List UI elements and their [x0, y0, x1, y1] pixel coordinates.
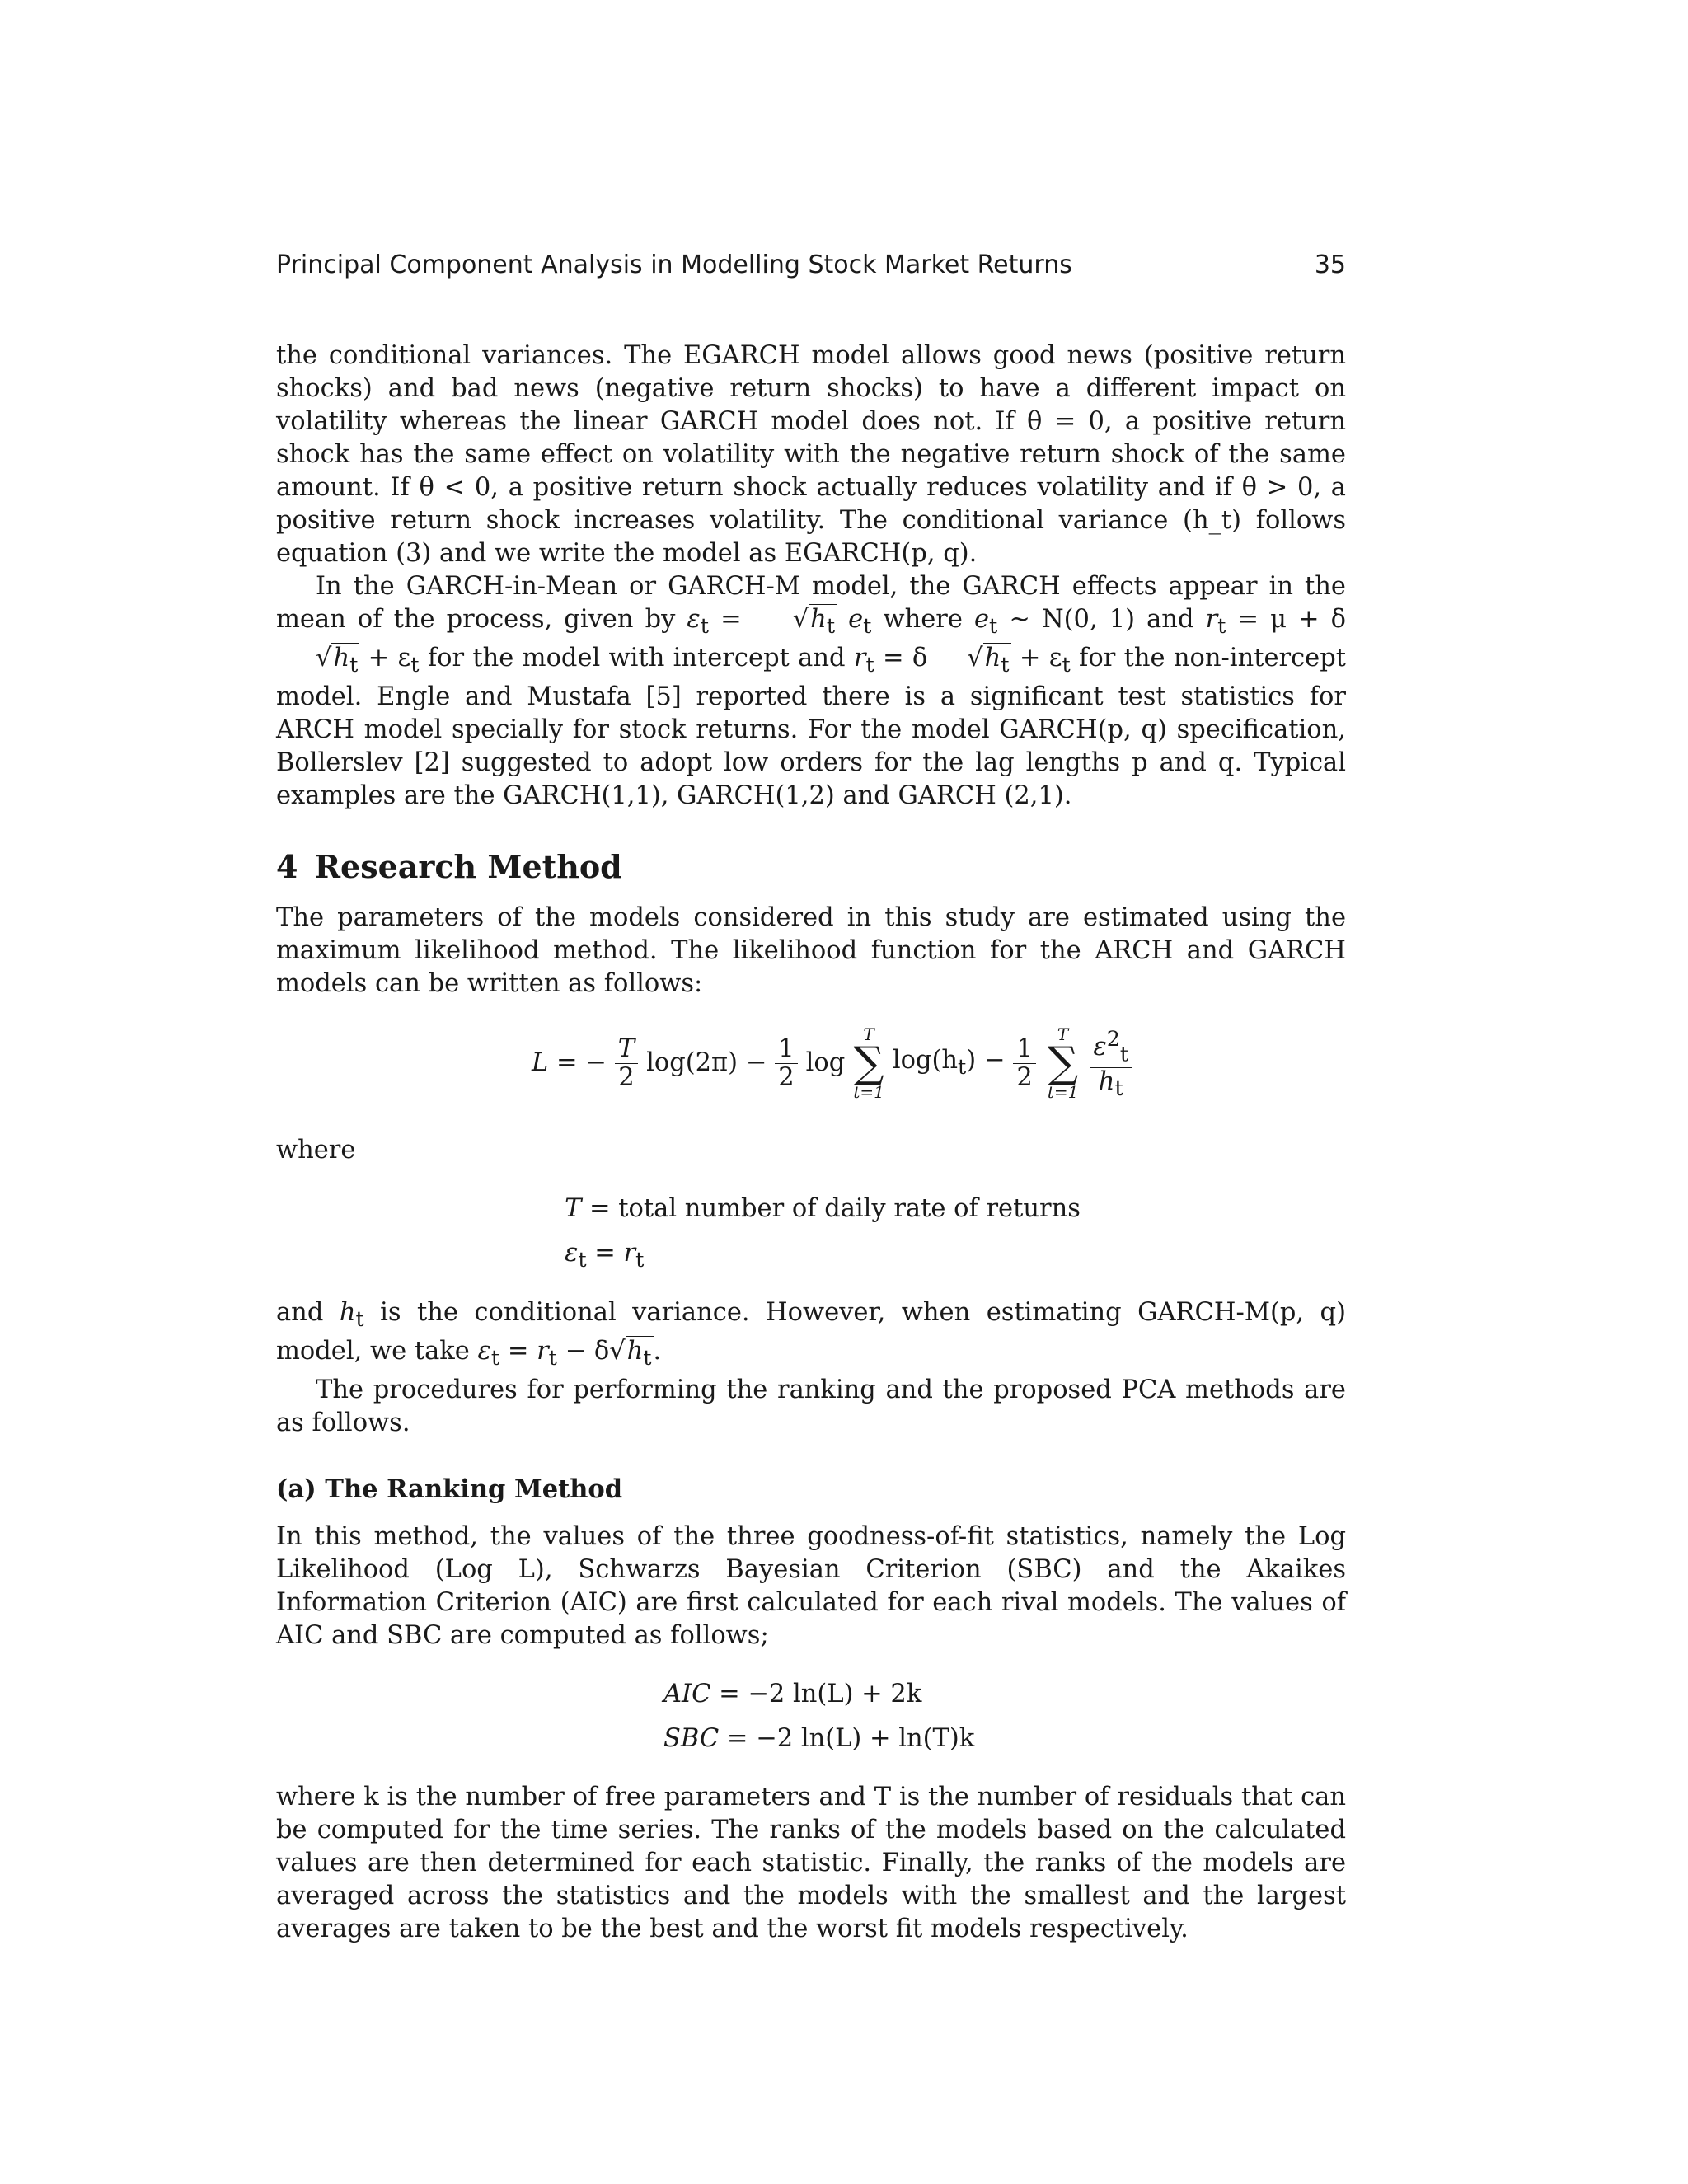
paragraph-conditional-variance: and $h_t$ is the conditional variance. However, when estimating GARCH-M(p, q) model, we take $\varepsilon_t = r_t - \delta√h_t$.	[276, 1296, 1346, 1374]
section-heading-research-method: 4 Research Method	[276, 848, 622, 886]
summation-symbol: T ∑ t=1	[853, 1024, 884, 1103]
sqrt-symbol: $√h_t$	[316, 644, 359, 677]
definition-T: T = total number of daily rate of returns	[565, 1194, 1081, 1224]
running-title: Principal Component Analysis in Modelling Stock Market Returns	[276, 251, 1072, 279]
paragraph-procedures: The procedures for performing the ranking and the proposed PCA methods are as follows.	[276, 1376, 1346, 1438]
running-header	[276, 247, 1346, 284]
paragraph-likelihood-intro: The parameters of the models considered in this study are estimated using the maximum likelihood method. The likelihood function for the ARCH and GARCH models can be written as follows:	[276, 903, 1346, 999]
sqrt-symbol: $√h_t$	[609, 1337, 652, 1371]
definitions-block	[276, 1187, 1346, 1282]
paragraph-ranks: where k is the number of free parameters and T is the number of residuals that can be computed for the time series. The ranks of the models based on the calculated values are then determined for each statistic. Finally, the ranks of the models are averaged across the statistics and the models with the smallest and the largest averages are taken to be the best and the worst fit models respectively.	[276, 1783, 1346, 1944]
fraction: $\frac{\varepsilon^2_t}{h_t}$	[1090, 1024, 1132, 1102]
fraction: $\frac{1}{2}$	[1013, 1035, 1035, 1092]
aic-equation: AIC = −2 ln(L) + 2k	[663, 1680, 922, 1709]
sbc-equation: SBC = −2 ln(L) + ln(T)k	[663, 1724, 975, 1754]
paragraph-ranking: In this method, the values of the three goodness-of-fit statistics, namely the Log Likelihood (Log L), Schwarzs Bayesian Criterion (SBC) and the Akaikes Information Criterion (AIC) are first calculated for each rival models. The values of AIC and SBC are computed as follows;	[276, 1522, 1346, 1651]
paragraph-egarch: the conditional variances. The EGARCH model allows good news (positive return shocks) and bad news (negative return shocks) to have a different impact on volatility whereas the linear GARCH model does not. If θ = 0, a positive return shock has the same effect on volatility with the negative return shock of the same amount. If θ < 0, a positive return shock actually reduces volatility and if θ > 0, a positive return shock increases volatility. The conditional variance (h_t) follows equation (3) and we write the model as EGARCH(p, q).	[276, 341, 1346, 568]
definition-epsilon: $\varepsilon_t = r_t$	[565, 1239, 645, 1272]
fraction: $\frac{T}{2}$	[615, 1035, 638, 1092]
sqrt-symbol: $√h_t$	[967, 644, 1010, 677]
page-body	[276, 340, 1346, 1946]
sqrt-symbol: $√h_t$	[792, 605, 836, 639]
fraction: $\frac{1}{2}$	[775, 1035, 797, 1092]
paragraph-garch-m: In the GARCH-in-Mean or GARCH-M model, the GARCH effects appear in the mean of the process, given by $\varepsilon_t = √h_t$ $e_t$ where $e_t$ ∼ N(0, 1) and $r_t = \mu + \delta√h_t + \varepsilon_t$ for the model with intercept and $r_t = \delta$ $√h_t + \varepsilon_t$ for the non-intercept model. Engle and Mustafa [5] reported there is a significant test statistics for ARCH model specially for stock returns. For the model GARCH(p, q) specification, Bollerslev [2] suggested to adopt low orders for the lag lengths p and q. Typical examples are the GARCH(1,1), GARCH(1,2) and GARCH (2,1).	[276, 572, 1347, 811]
page-number: 35	[1314, 251, 1346, 279]
subsection-heading-ranking: (a) The Ranking Method	[276, 1474, 623, 1505]
summation-symbol: T ∑ t=1	[1047, 1024, 1079, 1103]
likelihood-equation: L = − $\frac{T}{2}$ log(2π) − $\frac{1}{2}$ log T ∑ t=1 $\log(h_t)$ − $\frac{1}{2}$ T ∑ t=1 $\frac{\varepsilon^2_t}{h_t}$	[276, 1009, 1346, 1118]
where-label: where	[276, 1136, 356, 1165]
aic-sbc-equations	[276, 1672, 1346, 1761]
